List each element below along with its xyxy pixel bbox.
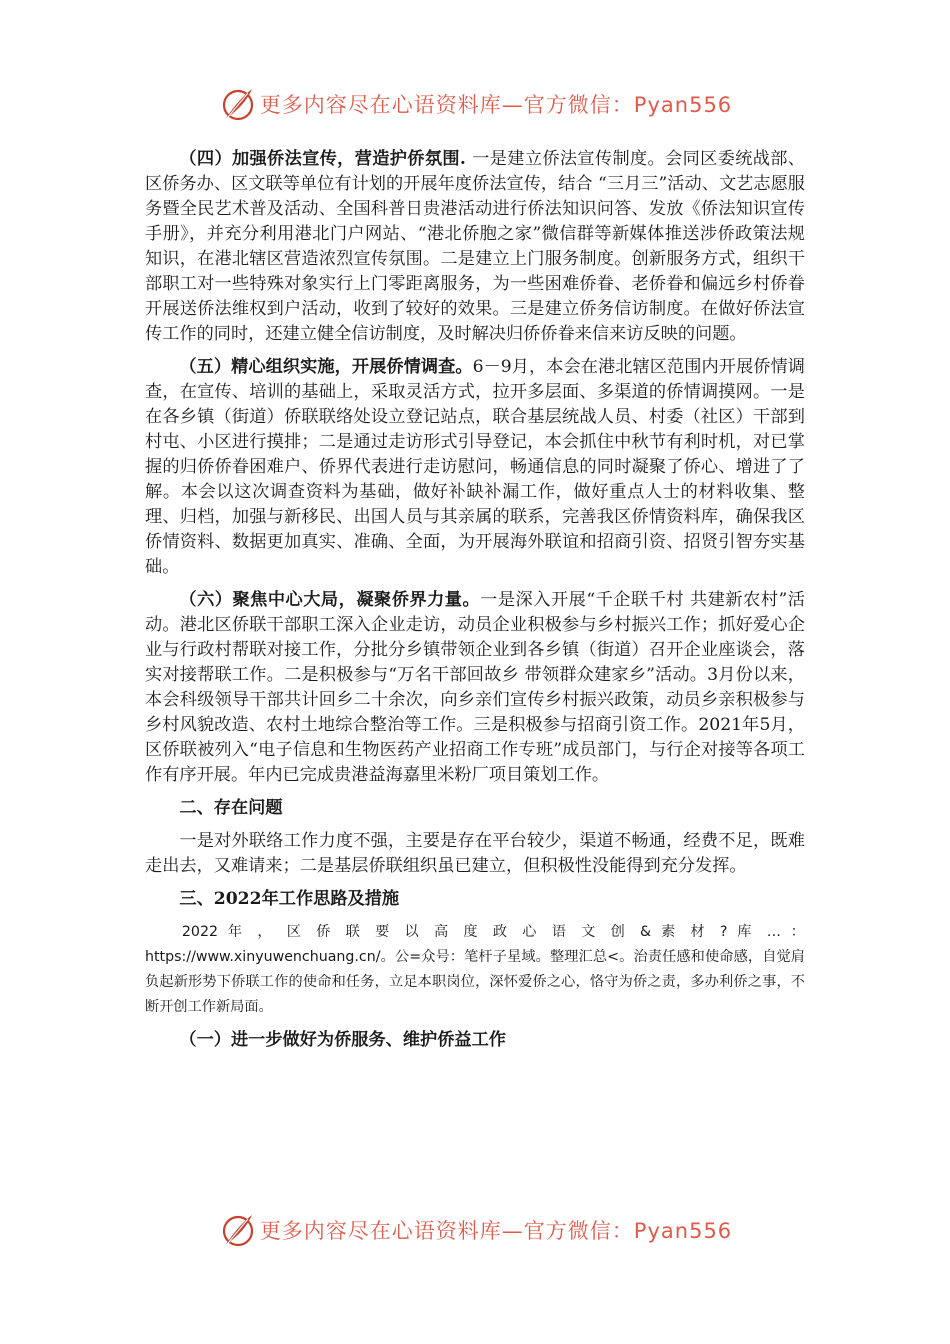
section-4-paragraph	[145, 147, 805, 347]
section-5-paragraph	[145, 355, 805, 580]
section-5-lead: （五）精心组织实施，开展侨情调查。	[179, 357, 473, 377]
feather-logo-icon	[218, 1210, 258, 1250]
footer-watermark-banner	[0, 1208, 950, 1252]
watermark-text: 更多内容尽在心语资料库—官方微信：Pyan556	[259, 93, 733, 117]
plan-heading: 三、2022年工作思路及措施	[179, 889, 400, 909]
plan-subheading-1: （一）进一步做好为侨服务、维护侨益工作	[179, 1030, 506, 1050]
problems-heading: 二、存在问题	[179, 798, 283, 818]
section-4-lead: （四）加强侨法宣传，营造护侨氛围.	[179, 149, 473, 169]
section-5-body: 6－9月，本会在港北辖区范围内开展侨情调查，在宣传、培训的基础上，采取灵活方式，拉开多层面、多渠道的侨情调摸网。一是在各乡镇（街道）侨联联络处设立登记站点，联合基层统战人员、村委（社区）干部到村屯、小区进行摸排；二是通过走访形式引导登记，本会抓住中秋节有利时机，对已掌握的归侨侨眷困难户、侨界代表进行走访慰问，畅通信息的同时凝聚了侨心、增进了了解。本会以这次调查资料为基础，做好补缺补漏工作，做好重点人士的材料收集、整理、归档，加强与新移民、出国人员与其亲属的联系，完善我区侨情资料库，确保我区侨情资料、数据更加真实、准确、全面，为开展海外联谊和招商引资、招贤引智夯实基础。	[145, 357, 805, 577]
problems-paragraph: 一是对外联络工作力度不强，主要是存在平台较少，渠道不畅通，经费不足，既难走出去，又难请来；二是基层侨联组织虽已建立，但积极性没能得到充分发挥。	[145, 831, 805, 876]
plan-paragraph: 2022 年 ， 区 侨 联 要 以 高 度 政 心 语 文 创 & 素 材 ? 库 … ： https://www.xinyuwenchuang.cn/。公=众号：笔杆子星域。整理汇总<。治责任感和使命感，自觉肩负起新形势下侨联工作的使命和任务，立足本职岗位，深怀爱侨之心，恪守为侨之责，多办利侨之事，不断开创工作新局面。	[145, 924, 805, 1015]
header-watermark-banner	[0, 82, 950, 126]
feather-logo-icon	[218, 84, 258, 124]
watermark-text: 更多内容尽在心语资料库—官方微信：Pyan556	[259, 1219, 733, 1243]
section-4-body: 一是建立侨法宣传制度。会同区委统战部、区侨务办、区文联等单位有计划的开展年度侨法宣传，结合 “三月三”活动、文艺志愿服务暨全民艺术普及活动、全国科普日贵港活动进行侨法知识问答、发放《侨法知识宣传手册》，并充分利用港北门户网站、“港北侨胞之家”微信群等新媒体推送涉侨政策法规知识，在港北辖区营造浓烈宣传氛围。二是建立上门服务制度。创新服务方式，组织干部职工对一些特殊对象实行上门零距离服务，为一些困难侨眷、老侨眷和偏远乡村侨眷开展送侨法维权到户活动，收到了较好的效果。三是建立侨务信访制度。在做好侨法宣传工作的同时，还建立健全信访制度，及时解决归侨侨眷来信来访反映的问题。	[145, 149, 805, 344]
document-body	[145, 147, 805, 1053]
section-6-lead: （六）聚焦中心大局，凝聚侨界力量。	[179, 590, 481, 610]
section-6-paragraph	[145, 588, 805, 788]
section-6-body: 一是深入开展“千企联千村 共建新农村”活动。港北区侨联干部职工深入企业走访，动员企业积极参与乡村振兴工作；抓好爱心企业与行政村帮联对接工作，分批分乡镇带领企业到各乡镇（街道）召开企业座谈会，落实对接帮联工作。二是积极参与“万名干部回故乡 带领群众建家乡”活动。3月份以来，本会科级领导干部共计回乡二十余次，向乡亲们宣传乡村振兴政策，动员乡亲积极参与乡村风貌改造、农村土地综合整治等工作。三是积极参与招商引资工作。2021年5月，区侨联被列入“电子信息和生物医药产业招商工作专班”成员部门，与行企对接等各项工作有序开展。年内已完成贵港益海嘉里米粉厂项目策划工作。	[145, 590, 805, 785]
